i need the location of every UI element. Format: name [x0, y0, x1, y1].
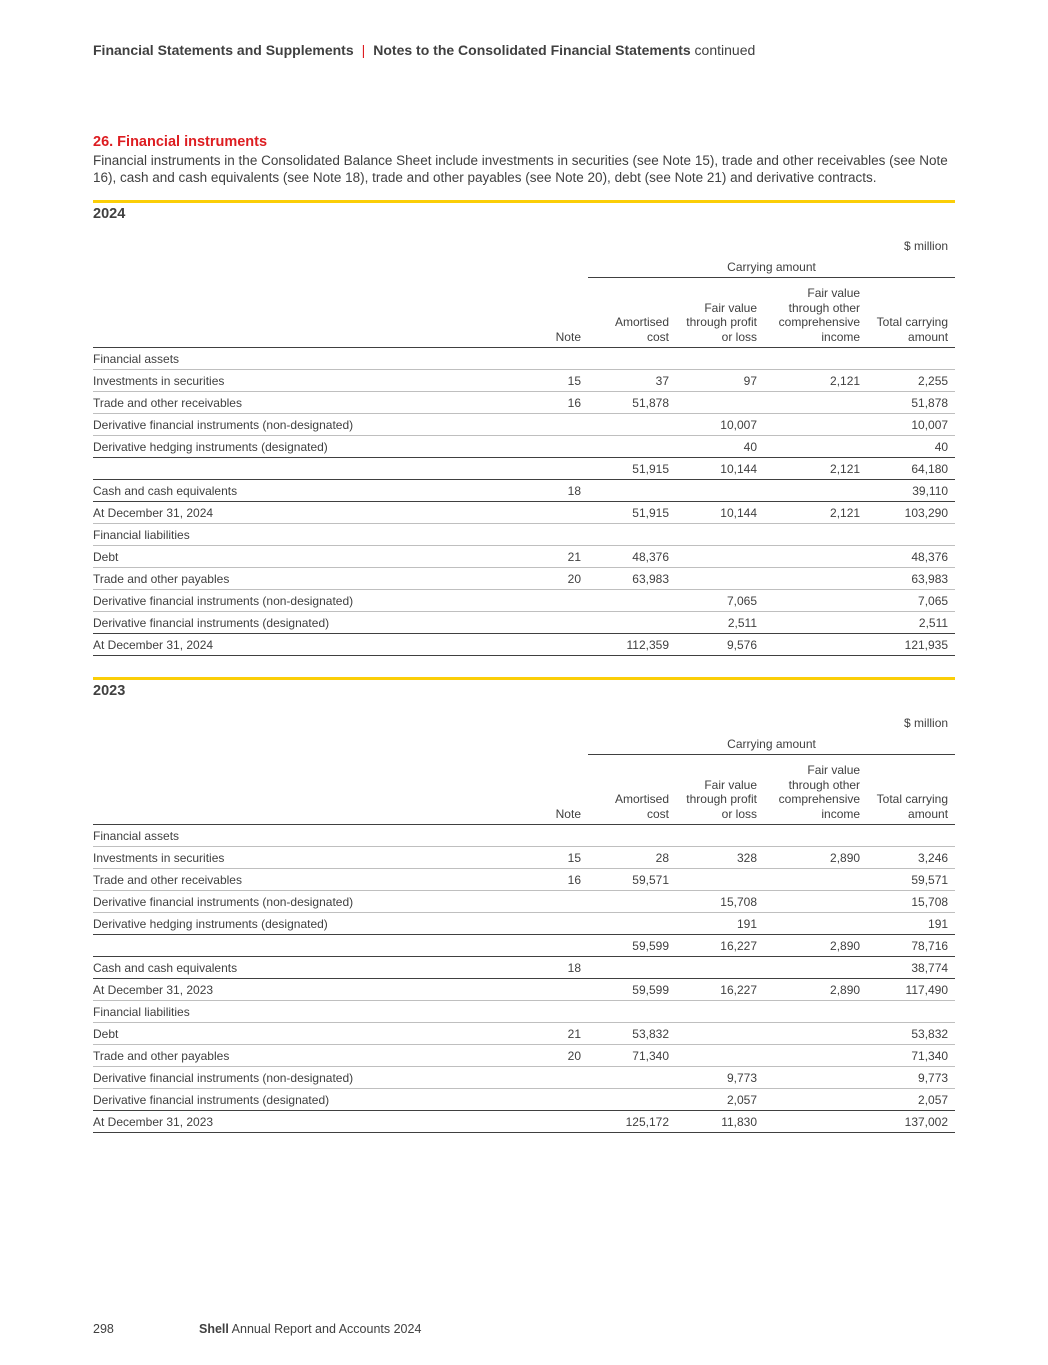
header-separator: | [361, 42, 366, 58]
header-subsection: Notes to the Consolidated Financial Statements [373, 42, 691, 58]
row-label: Derivative financial instruments (designated) [93, 1089, 523, 1111]
table-row [93, 1023, 955, 1045]
table-row [93, 392, 955, 414]
fvpl-header: Fair value through profit or loss [676, 755, 764, 825]
note-cell: 18 [523, 480, 588, 502]
fvoci-cell [764, 480, 867, 502]
data-table [93, 712, 955, 1133]
footer-report [199, 1322, 421, 1336]
note-cell: 20 [523, 568, 588, 590]
note-cell [523, 935, 588, 957]
total-cell: 53,832 [867, 1023, 955, 1045]
table-row [93, 480, 955, 502]
note-cell [523, 825, 588, 847]
amortised-cost-header: Amortised cost [588, 278, 676, 348]
fvpl-cell [676, 957, 764, 979]
row-label: Derivative financial instruments (non-designated) [93, 590, 523, 612]
table-row [93, 1089, 955, 1111]
table-row [93, 1111, 955, 1133]
table-row [93, 891, 955, 913]
group-header-row [93, 257, 955, 278]
spacer-cell [93, 734, 588, 755]
total-cell: 2,057 [867, 1089, 955, 1111]
column-header-row [93, 755, 955, 825]
row-label: Cash and cash equivalents [93, 957, 523, 979]
total-cell: 78,716 [867, 935, 955, 957]
amortised-cost-cell: 59,599 [588, 979, 676, 1001]
unit-label: $ million [904, 716, 949, 730]
fvpl-cell: 328 [676, 847, 764, 869]
table-row [93, 524, 955, 546]
amortised-cost-cell: 48,376 [588, 546, 676, 568]
fvpl-cell [676, 348, 764, 370]
table-row [93, 935, 955, 957]
note-cell: 15 [523, 370, 588, 392]
row-label: Trade and other receivables [93, 869, 523, 891]
note-cell [523, 1001, 588, 1023]
financial-instruments-table [93, 712, 955, 1133]
row-label: At December 31, 2024 [93, 634, 523, 656]
amortised-cost-cell [588, 825, 676, 847]
row-label: Financial liabilities [93, 524, 523, 546]
amortised-cost-cell: 51,878 [588, 392, 676, 414]
amortised-cost-cell [588, 1001, 676, 1023]
total-cell: 137,002 [867, 1111, 955, 1133]
row-label: Investments in securities [93, 847, 523, 869]
note-cell [523, 979, 588, 1001]
total-carrying-header: Total carrying amount [867, 278, 955, 348]
amortised-cost-cell: 37 [588, 370, 676, 392]
fvoci-cell: 2,121 [764, 502, 867, 524]
fvpl-cell: 191 [676, 913, 764, 935]
note-cell: 21 [523, 1023, 588, 1045]
financial-instruments-table [93, 235, 955, 656]
page-number: 298 [93, 1322, 114, 1336]
note-cell [523, 1111, 588, 1133]
amortised-cost-cell [588, 612, 676, 634]
total-cell: 38,774 [867, 957, 955, 979]
fvoci-cell [764, 1111, 867, 1133]
row-label: Debt [93, 1023, 523, 1045]
amortised-cost-cell [588, 957, 676, 979]
header-section: Financial Statements and Supplements [93, 42, 354, 58]
table-row [93, 825, 955, 847]
note-cell: 18 [523, 957, 588, 979]
amortised-cost-cell: 51,915 [588, 502, 676, 524]
fvoci-cell: 2,121 [764, 458, 867, 480]
fvpl-cell: 10,144 [676, 502, 764, 524]
table-row [93, 436, 955, 458]
row-label: Derivative financial instruments (non-designated) [93, 414, 523, 436]
total-cell: 40 [867, 436, 955, 458]
fvoci-cell [764, 590, 867, 612]
fvpl-cell: 11,830 [676, 1111, 764, 1133]
fvoci-cell [764, 414, 867, 436]
fvpl-cell: 15,708 [676, 891, 764, 913]
year-heading: 2023 [93, 683, 126, 699]
table-row [93, 1045, 955, 1067]
total-cell: 9,773 [867, 1067, 955, 1089]
amortised-cost-cell: 28 [588, 847, 676, 869]
note-cell [523, 1089, 588, 1111]
fvoci-cell: 2,890 [764, 847, 867, 869]
total-cell: 191 [867, 913, 955, 935]
unit-label: $ million [904, 239, 949, 253]
fvpl-cell [676, 568, 764, 590]
fvoci-cell [764, 957, 867, 979]
amortised-cost-cell [588, 348, 676, 370]
fvpl-cell: 16,227 [676, 935, 764, 957]
table-row [93, 979, 955, 1001]
total-carrying-header: Total carrying amount [867, 755, 955, 825]
fvoci-cell [764, 1045, 867, 1067]
fvpl-cell: 9,773 [676, 1067, 764, 1089]
total-cell: 59,571 [867, 869, 955, 891]
total-cell [867, 1001, 955, 1023]
fvoci-cell [764, 913, 867, 935]
note-intro: Financial instruments in the Consolidated Balance Sheet include investments in securities (see Note 15), trade and other receivables (see Note 16), cash and cash equivalents (see Note 18), trade and other payables (see Note 20), debt (see Note 21) and derivative contracts. [93, 153, 948, 185]
fvoci-cell [764, 348, 867, 370]
fvpl-cell: 9,576 [676, 634, 764, 656]
row-label: Investments in securities [93, 370, 523, 392]
total-cell: 2,511 [867, 612, 955, 634]
fvpl-header: Fair value through profit or loss [676, 278, 764, 348]
table-row [93, 847, 955, 869]
note-column-header: Note [523, 278, 588, 348]
amortised-cost-cell: 59,571 [588, 869, 676, 891]
row-label: Derivative hedging instruments (designated) [93, 913, 523, 935]
total-cell: 121,935 [867, 634, 955, 656]
fvpl-cell [676, 1023, 764, 1045]
note-cell [523, 612, 588, 634]
table-row [93, 568, 955, 590]
fvpl-cell [676, 524, 764, 546]
running-header [93, 42, 755, 58]
note-cell: 16 [523, 392, 588, 414]
table-row [93, 1067, 955, 1089]
row-label [93, 458, 523, 480]
amortised-cost-cell: 59,599 [588, 935, 676, 957]
spacer-cell [93, 257, 588, 278]
amortised-cost-cell: 112,359 [588, 634, 676, 656]
group-header-row [93, 734, 955, 755]
section-divider [93, 200, 955, 203]
table-row [93, 502, 955, 524]
table-row [93, 370, 955, 392]
fvpl-cell [676, 869, 764, 891]
total-cell: 48,376 [867, 546, 955, 568]
total-cell [867, 825, 955, 847]
fvpl-cell: 7,065 [676, 590, 764, 612]
amortised-cost-header: Amortised cost [588, 755, 676, 825]
row-label: Derivative hedging instruments (designated) [93, 436, 523, 458]
amortised-cost-cell: 63,983 [588, 568, 676, 590]
column-header-row [93, 278, 955, 348]
row-label: Trade and other payables [93, 568, 523, 590]
fvoci-cell [764, 634, 867, 656]
note-cell [523, 913, 588, 935]
total-cell: 2,255 [867, 370, 955, 392]
fvoci-cell [764, 825, 867, 847]
note-cell: 16 [523, 869, 588, 891]
row-label: At December 31, 2023 [93, 1111, 523, 1133]
total-cell: 63,983 [867, 568, 955, 590]
amortised-cost-cell: 53,832 [588, 1023, 676, 1045]
table-row [93, 913, 955, 935]
note-cell [523, 414, 588, 436]
fvpl-cell [676, 1001, 764, 1023]
row-label: Financial liabilities [93, 1001, 523, 1023]
fvpl-cell [676, 392, 764, 414]
unit-row [93, 235, 955, 257]
section-divider [93, 677, 955, 680]
total-cell [867, 524, 955, 546]
fvoci-cell [764, 524, 867, 546]
note-cell: 20 [523, 1045, 588, 1067]
fvoci-header: Fair value through other comprehensive income [764, 278, 867, 348]
row-label: Derivative financial instruments (non-designated) [93, 891, 523, 913]
note-cell: 21 [523, 546, 588, 568]
fvoci-cell [764, 891, 867, 913]
amortised-cost-cell: 125,172 [588, 1111, 676, 1133]
total-cell: 103,290 [867, 502, 955, 524]
total-cell: 117,490 [867, 979, 955, 1001]
row-label: At December 31, 2023 [93, 979, 523, 1001]
fvoci-cell [764, 392, 867, 414]
spacer-cell [93, 278, 523, 348]
note-title: 26. Financial instruments [93, 134, 268, 150]
footer-brand: Shell [199, 1322, 229, 1336]
total-cell: 10,007 [867, 414, 955, 436]
amortised-cost-cell [588, 436, 676, 458]
fvpl-cell: 16,227 [676, 979, 764, 1001]
fvoci-cell [764, 436, 867, 458]
row-label: Derivative financial instruments (non-designated) [93, 1067, 523, 1089]
fvpl-cell: 10,144 [676, 458, 764, 480]
row-label: Derivative financial instruments (designated) [93, 612, 523, 634]
amortised-cost-cell [588, 913, 676, 935]
year-heading: 2024 [93, 206, 126, 222]
row-label: Cash and cash equivalents [93, 480, 523, 502]
fvoci-cell [764, 1023, 867, 1045]
fvpl-cell: 2,057 [676, 1089, 764, 1111]
table-row [93, 458, 955, 480]
total-cell [867, 348, 955, 370]
footer-report-title: Annual Report and Accounts 2024 [231, 1322, 422, 1336]
fvoci-header: Fair value through other comprehensive income [764, 755, 867, 825]
fvpl-cell: 10,007 [676, 414, 764, 436]
fvpl-cell: 97 [676, 370, 764, 392]
fvpl-cell [676, 1045, 764, 1067]
fvoci-cell: 2,890 [764, 979, 867, 1001]
amortised-cost-cell: 51,915 [588, 458, 676, 480]
spacer-cell [93, 755, 523, 825]
fvoci-cell [764, 1001, 867, 1023]
table-row [93, 546, 955, 568]
total-cell: 51,878 [867, 392, 955, 414]
carrying-amount-header: Carrying amount [588, 257, 955, 278]
note-cell [523, 524, 588, 546]
note-cell [523, 1067, 588, 1089]
data-table [93, 235, 955, 656]
note-cell [523, 634, 588, 656]
carrying-amount-header: Carrying amount [588, 734, 955, 755]
note-cell [523, 436, 588, 458]
amortised-cost-cell [588, 1067, 676, 1089]
fvoci-cell [764, 546, 867, 568]
fvoci-cell: 2,121 [764, 370, 867, 392]
table-row [93, 1001, 955, 1023]
fvoci-cell [764, 869, 867, 891]
note-cell [523, 458, 588, 480]
note-cell [523, 502, 588, 524]
total-cell: 3,246 [867, 847, 955, 869]
amortised-cost-cell: 71,340 [588, 1045, 676, 1067]
row-label: Financial assets [93, 348, 523, 370]
table-row [93, 869, 955, 891]
table-row [93, 590, 955, 612]
fvoci-cell [764, 612, 867, 634]
note-column-header: Note [523, 755, 588, 825]
spacer-cell [93, 235, 867, 257]
amortised-cost-cell [588, 480, 676, 502]
fvoci-cell: 2,890 [764, 935, 867, 957]
row-label: At December 31, 2024 [93, 502, 523, 524]
header-continued: continued [694, 42, 756, 58]
row-label: Trade and other payables [93, 1045, 523, 1067]
amortised-cost-cell [588, 1089, 676, 1111]
note-cell [523, 348, 588, 370]
fvoci-cell [764, 1089, 867, 1111]
note-cell [523, 590, 588, 612]
fvoci-cell [764, 1067, 867, 1089]
table-row [93, 957, 955, 979]
fvpl-cell [676, 480, 764, 502]
fvpl-cell: 2,511 [676, 612, 764, 634]
unit-row [93, 712, 955, 734]
note-cell: 15 [523, 847, 588, 869]
total-cell: 39,110 [867, 480, 955, 502]
table-row [93, 612, 955, 634]
total-cell: 15,708 [867, 891, 955, 913]
table-row [93, 348, 955, 370]
fvpl-cell [676, 825, 764, 847]
row-label: Debt [93, 546, 523, 568]
amortised-cost-cell [588, 590, 676, 612]
table-row [93, 634, 955, 656]
table-row [93, 414, 955, 436]
note-cell [523, 891, 588, 913]
fvpl-cell [676, 546, 764, 568]
amortised-cost-cell [588, 524, 676, 546]
row-label: Trade and other receivables [93, 392, 523, 414]
amortised-cost-cell [588, 891, 676, 913]
row-label: Financial assets [93, 825, 523, 847]
total-cell: 71,340 [867, 1045, 955, 1067]
spacer-cell [93, 712, 867, 734]
total-cell: 64,180 [867, 458, 955, 480]
total-cell: 7,065 [867, 590, 955, 612]
fvoci-cell [764, 568, 867, 590]
row-label [93, 935, 523, 957]
amortised-cost-cell [588, 414, 676, 436]
fvpl-cell: 40 [676, 436, 764, 458]
